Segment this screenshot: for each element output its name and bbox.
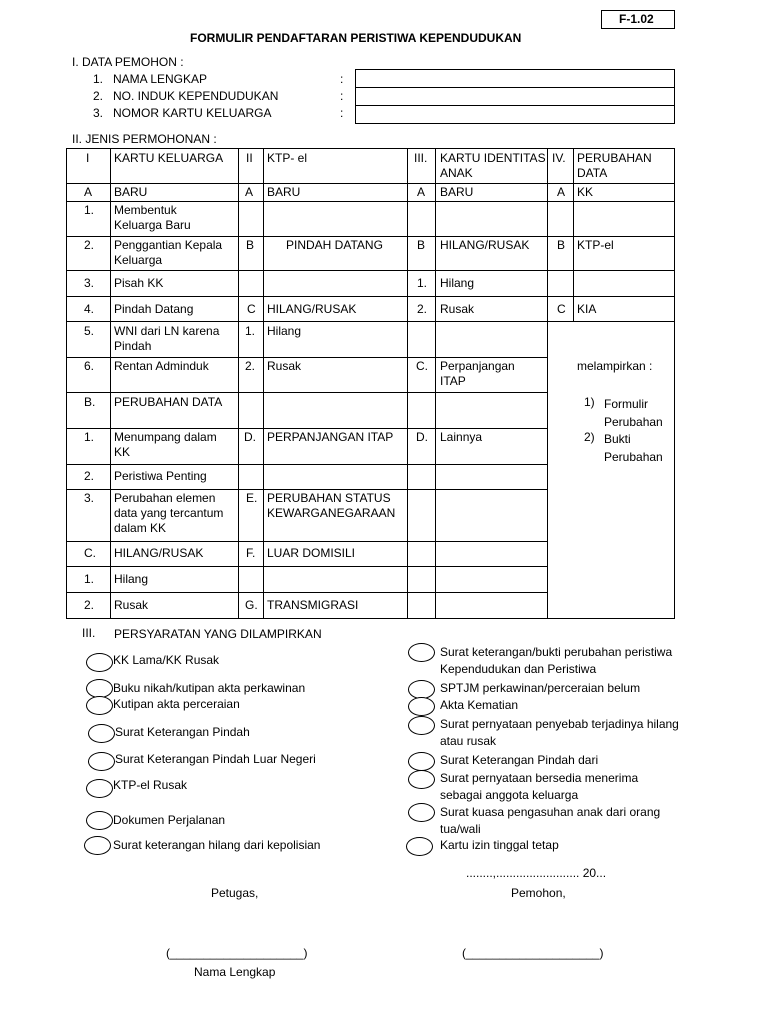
table-cell: B.	[84, 395, 96, 409]
requirement-right-5: Surat Keterangan Pindah dari	[440, 753, 599, 767]
table-cell: E.	[246, 491, 258, 505]
table-cell: G.	[245, 598, 258, 612]
table-cell: Rusak	[114, 598, 149, 612]
checkbox-left-7[interactable]	[86, 811, 113, 830]
checkbox-right-3[interactable]	[408, 697, 435, 716]
attach-note-item-1-num: 1)	[584, 395, 595, 409]
table-cell: Rentan Adminduk	[114, 359, 209, 373]
attach-note-item-1: Formulir Perubahan	[604, 397, 663, 429]
requirement-left-8: Surat keterangan hilang dari kepolisian	[113, 838, 321, 852]
field-3-num: 3.	[93, 106, 104, 120]
table-cell: BARU	[267, 185, 301, 199]
table-cell: 2.	[245, 359, 256, 373]
table-cell: 3.	[84, 491, 95, 505]
table-cell: 2.	[84, 469, 95, 483]
table-cell: 1.	[84, 203, 95, 217]
table-cell: Rusak	[267, 359, 302, 373]
table-cell: 5.	[84, 324, 95, 338]
requirement-right-7: Surat kuasa pengasuhan anak dari orang tua/wali	[440, 805, 661, 836]
table-cell: Perpanjangan ITAP	[440, 359, 515, 388]
checkbox-left-4[interactable]	[88, 724, 115, 743]
col-4-num: IV.	[552, 151, 566, 165]
table-cell: PERUBAHAN DATA	[114, 395, 223, 409]
nomor-kk-field[interactable]	[355, 105, 675, 124]
table-cell: PINDAH DATANG	[286, 238, 383, 252]
table-cell: C	[247, 302, 256, 316]
table-cell: PERPANJANGAN ITAP	[267, 430, 394, 444]
table-cell: BARU	[440, 185, 474, 199]
table-cell: D.	[416, 430, 428, 444]
page-title: FORMULIR PENDAFTARAN PERISTIWA KEPENDUDUKAN	[190, 31, 522, 45]
table-cell: KIA	[577, 302, 597, 316]
checkbox-left-5[interactable]	[88, 752, 115, 771]
section-2-label: II. JENIS PERMOHONAN :	[72, 132, 217, 146]
checkbox-right-5[interactable]	[408, 752, 435, 771]
officer-signature-line: (____________________)	[166, 946, 308, 960]
table-cell: 6.	[84, 359, 95, 373]
table-cell: D.	[244, 430, 256, 444]
requirement-right-3: Akta Kematian	[440, 698, 519, 712]
table-cell: PERUBAHAN STATUS KEWARGANEGARAAN	[267, 491, 396, 520]
col-3-header: KARTU IDENTITAS ANAK	[440, 151, 546, 180]
table-cell: Peristiwa Penting	[114, 469, 207, 483]
table-cell: HILANG/RUSAK	[114, 546, 204, 560]
requirement-right-8: Kartu izin tinggal tetap	[440, 838, 559, 852]
checkbox-right-4[interactable]	[408, 716, 435, 735]
table-cell: F.	[246, 546, 256, 560]
requirement-right-4: Surat pernyataan penyebab terjadinya hilang atau rusak	[440, 717, 679, 748]
table-cell: Rusak	[440, 302, 475, 316]
table-cell: 2.	[84, 598, 95, 612]
attach-note-item-2-num: 2)	[584, 430, 595, 444]
table-cell: TRANSMIGRASI	[267, 598, 359, 612]
table-cell: HILANG/RUSAK	[267, 302, 357, 316]
table-cell: C.	[84, 546, 96, 560]
requirement-right-1: Surat keterangan/bukti perubahan peristiwa Kependudukan dan Peristiwa	[440, 645, 673, 676]
table-cell: Lainnya	[440, 430, 483, 444]
officer-name-label: Nama Lengkap	[194, 965, 276, 979]
table-cell: Hilang	[267, 324, 302, 338]
field-3-label: NOMOR KARTU KELUARGA	[113, 106, 272, 120]
table-cell: 4.	[84, 302, 95, 316]
field-1-num: 1.	[93, 72, 104, 86]
table-cell: A	[245, 185, 254, 199]
table-cell: Hilang	[440, 276, 475, 290]
section-1-label: I. DATA PEMOHON :	[72, 55, 184, 69]
table-cell: 1.	[84, 430, 95, 444]
checkbox-left-3[interactable]	[86, 696, 113, 715]
table-cell: A	[417, 185, 426, 199]
field-3-colon: :	[340, 106, 344, 120]
col-1-header: KARTU KELUARGA	[114, 151, 224, 165]
table-cell: 1.	[417, 276, 428, 290]
form-code: F-1.02	[619, 12, 654, 26]
table-cell: KK	[577, 185, 594, 199]
table-cell: A	[84, 185, 93, 199]
date-line: ........,......................... 20...	[466, 866, 607, 880]
attach-note-item-2: Bukti Perubahan	[604, 432, 663, 464]
field-1-label: NAMA LENGKAP	[113, 72, 208, 86]
col-2-header: KTP- el	[267, 151, 308, 165]
col-4-header: PERUBAHAN DATA	[577, 151, 652, 180]
table-cell: B	[417, 238, 426, 252]
requirement-left-3: Kutipan akta perceraian	[113, 697, 240, 711]
table-cell: Pisah KK	[114, 276, 164, 290]
nama-lengkap-field[interactable]	[355, 69, 675, 88]
table-cell: 3.	[84, 276, 95, 290]
applicant-label: Pemohon,	[511, 886, 566, 900]
checkbox-right-1[interactable]	[408, 643, 435, 662]
checkbox-left-1[interactable]	[86, 653, 113, 672]
table-cell: WNI dari LN karena Pindah	[114, 324, 220, 353]
table-cell: B	[246, 238, 255, 252]
field-2-colon: :	[340, 89, 344, 103]
col-3-num: III.	[414, 151, 428, 165]
table-cell: Perubahan elemen data yang tercantum dalam KK	[114, 491, 224, 535]
requirement-right-2: SPTJM perkawinan/perceraian belum	[440, 681, 641, 695]
checkbox-left-8[interactable]	[84, 836, 111, 855]
checkbox-right-7[interactable]	[408, 803, 435, 822]
table-cell: C.	[416, 359, 428, 373]
col-2-num: II	[246, 151, 253, 165]
section-3-label: PERSYARATAN YANG DILAMPIRKAN	[114, 627, 322, 641]
table-cell: BARU	[114, 185, 148, 199]
attach-note-label: melampirkan :	[577, 359, 653, 373]
table-cell: B	[557, 238, 566, 252]
requirement-left-5: Surat Keterangan Pindah Luar Negeri	[115, 752, 316, 766]
checkbox-right-8[interactable]	[406, 837, 433, 856]
table-cell: 2.	[417, 302, 428, 316]
table-cell: Pindah Datang	[114, 302, 194, 316]
table-cell: 1.	[84, 572, 95, 586]
requirement-left-6: KTP-el Rusak	[113, 778, 188, 792]
checkbox-left-6[interactable]	[86, 779, 113, 798]
col-1-num: I	[86, 151, 90, 165]
nik-field[interactable]	[355, 87, 675, 106]
field-1-colon: :	[340, 72, 344, 86]
section-3-num: III.	[82, 626, 96, 640]
table-cell: HILANG/RUSAK	[440, 238, 530, 252]
table-cell: C	[557, 302, 566, 316]
table-cell: Membentuk Keluarga Baru	[114, 203, 191, 232]
field-2-num: 2.	[93, 89, 104, 103]
requirement-right-6: Surat pernyataan bersedia menerima sebagai anggota keluarga	[440, 771, 639, 802]
requirement-left-1: KK Lama/KK Rusak	[113, 653, 220, 667]
requirement-left-7: Dokumen Perjalanan	[113, 813, 226, 827]
table-cell: Menumpang dalam KK	[114, 430, 217, 459]
table-cell: 1.	[245, 324, 256, 338]
table-cell: KTP-el	[577, 238, 614, 252]
checkbox-right-6[interactable]	[408, 770, 435, 789]
applicant-signature-line: (____________________)	[462, 946, 604, 960]
field-2-label: NO. INDUK KEPENDUDUKAN	[113, 89, 279, 103]
table-cell: Hilang	[114, 572, 149, 586]
requirement-left-4: Surat Keterangan Pindah	[115, 725, 250, 739]
officer-label: Petugas,	[211, 886, 259, 900]
requirement-left-2: Buku nikah/kutipan akta perkawinan	[113, 681, 306, 695]
table-cell: A	[557, 185, 566, 199]
table-cell: LUAR DOMISILI	[267, 546, 356, 560]
table-cell: Penggantian Kepala Keluarga	[114, 238, 223, 267]
table-cell: 2.	[84, 238, 95, 252]
